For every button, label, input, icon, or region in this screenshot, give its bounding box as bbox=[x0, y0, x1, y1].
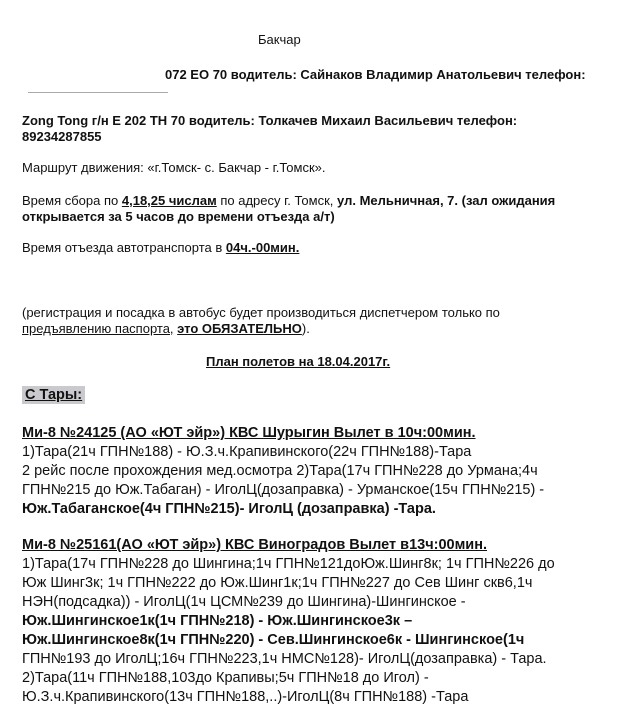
scan-mark bbox=[28, 92, 168, 93]
flight2-line: 1)Тара(17ч ГПН№228 до Шингина;1ч ГПН№121доЮж.Шинг8к; 1ч ГПН№226 до bbox=[22, 556, 555, 572]
plan-title: План полетов на 18.04.2017г. bbox=[206, 354, 391, 369]
notice-text-a: предъявлению паспорта, bbox=[22, 321, 174, 336]
flight1-title: Ми-8 №24125 (АО «ЮТ эйр») КВС Шурыгин Вылет в 10ч:00мин. bbox=[22, 425, 476, 441]
flight1-line: 2 рейс после прохождения мед.осмотра 2)Тара(17ч ГПН№228 до Урмана;4ч bbox=[22, 463, 538, 479]
flight2-line: Юж Шинг3к; 1ч ГПН№222 до Юж.Шинг1к;1ч ГПН№227 до Сев Шинг скв6,1ч bbox=[22, 575, 533, 591]
driver2-phone: 89234287855 bbox=[22, 129, 102, 144]
notice-line-1: (регистрация и посадка в автобус будет производиться диспетчером только по bbox=[22, 305, 500, 320]
departure-time: 04ч.-00мин. bbox=[225, 240, 300, 255]
assembly-text-a: Время сбора по bbox=[22, 193, 119, 208]
route-line bbox=[22, 160, 326, 176]
flight1-line: ГПН№215 до Юж.Табаган) - ИголЦ(дозаправка) - Урманское(15ч ГПН№215) - bbox=[22, 482, 545, 498]
assembly-text-c: (зал ожидания bbox=[461, 193, 556, 208]
flight2-line: Юж.Шингинское1к(1ч ГПН№218) - Юж.Шингинское3к – bbox=[22, 613, 413, 629]
assembly-dates: 4,18,25 числам bbox=[121, 193, 217, 208]
notice-text-c: ). bbox=[301, 321, 310, 336]
route-value: «г.Томск- с. Бакчар - г.Томск». bbox=[147, 160, 326, 175]
departure-label: Время отъезда автотранспорта в bbox=[22, 240, 223, 255]
section-title: С Тары: bbox=[22, 386, 85, 404]
assembly-line-2: открывается за 5 часов до времени отъезда а/т) bbox=[22, 209, 335, 224]
assembly-street: ул. Мельничная, 7. bbox=[337, 193, 459, 208]
flight2-line: Ю.З.ч.Крапивинского(13ч ГПН№188,..)-ИголЦ(8ч ГПН№188) -Тара bbox=[22, 689, 469, 705]
notice-line-2 bbox=[22, 321, 310, 337]
flight2-line: Юж.Шингинское8к(1ч ГПН№220) - Сев.Шингинское6к - Шингинское(1ч bbox=[22, 632, 525, 648]
place-name: Бакчар bbox=[258, 32, 301, 47]
flight1-line: Юж.Табаганское(4ч ГПН№215)- ИголЦ (дозаправка) -Тара. bbox=[22, 501, 436, 517]
flight1-line: 1)Тара(21ч ГПН№188) - Ю.З.ч.Крапивинского(22ч ГПН№188)-Тара bbox=[22, 444, 472, 460]
notice-text-b: это ОБЯЗАТЕЛЬНО bbox=[177, 321, 302, 336]
assembly-line-1 bbox=[22, 193, 555, 209]
flight2-line: НЭН(подсадка)) - ИголЦ(1ч ЦСМ№239 до Шингина)-Шингинское - bbox=[22, 594, 466, 610]
route-label: Маршрут движения: bbox=[22, 160, 144, 175]
flight2-title: Ми-8 №25161(АО «ЮТ эйр») КВС Виноградов Вылет в13ч:00мин. bbox=[22, 537, 488, 553]
driver1-line: 072 ЕО 70 водитель: Сайнаков Владимир Анатольевич телефон: bbox=[165, 67, 586, 82]
departure-line bbox=[22, 240, 299, 256]
flight2-line: ГПН№193 до ИголЦ;16ч ГПН№223,1ч НМС№128)- ИголЦ(дозаправка) - Тара. bbox=[22, 651, 547, 667]
flight2-line: 2)Тара(11ч ГПН№188,103до Крапивы;5ч ГПН№18 до Игол) - bbox=[22, 670, 429, 686]
driver2-line: Zong Tong г/н Е 202 ТН 70 водитель: Толкачев Михаил Васильевич телефон: bbox=[22, 113, 518, 128]
assembly-text-b: по адресу г. Томск, bbox=[220, 193, 334, 208]
